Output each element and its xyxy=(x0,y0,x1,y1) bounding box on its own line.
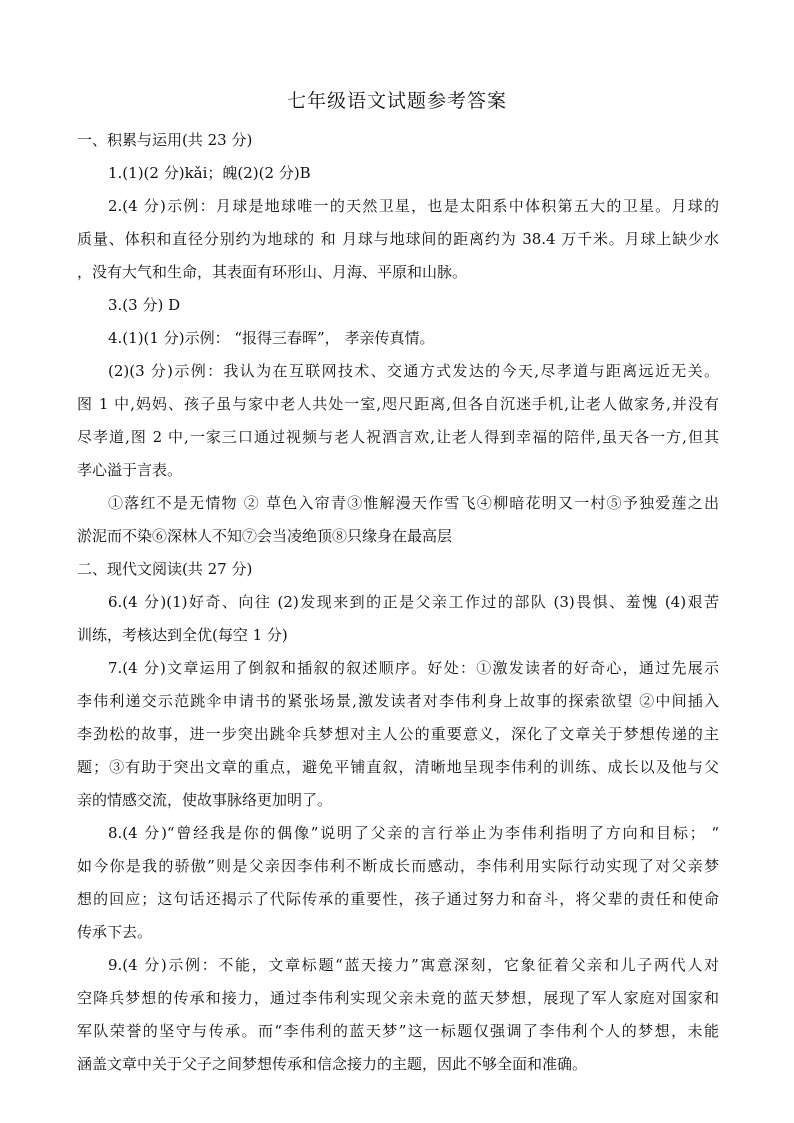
answer-line: 3.(3 分) D xyxy=(108,296,181,314)
answer-line: 图 1 中,妈妈、孩子虽与家中老人共处一室,咫尺距离,但各自沉迷手机,让老人做家务,并没有 xyxy=(77,395,719,413)
answer-content xyxy=(77,124,719,1081)
answer-line: 8.(4 分)“曾经我是你的偶像”说明了父亲的言行举止为李伟利指明了方向和目标； “ xyxy=(108,824,719,842)
answer-line: 传承下去。 xyxy=(77,923,153,941)
answer-line: 李劲松的故事，进一步突出跳伞兵梦想对主人公的重要意义，深化了文章关于梦想传递的主 xyxy=(77,725,719,743)
answer-line: 孝心溢于言表。 xyxy=(77,461,183,479)
section-heading-2: 二、现代文阅读(共 27 分) xyxy=(77,560,253,578)
answer-line: (2)(3 分)示例：我认为在互联网技术、交通方式发达的今天,尽孝道与距离远近无关。 xyxy=(108,362,719,380)
answer-line: 军队荣誉的坚守与传承。而“李伟利的蓝天梦”这一标题仅强调了李伟利个人的梦想，未能 xyxy=(77,1022,719,1040)
answer-line: 7.(4 分)文章运用了倒叙和插叙的叙述顺序。好处：①激发读者的好奇心，通过先展示 xyxy=(108,659,719,677)
answer-line: 李伟利递交示范跳伞申请书的紧张场景,激发读者对李伟利身上故事的探索欲望 ②中间插入 xyxy=(77,692,719,710)
answer-line: 6.(4 分)(1)好奇、向往 (2)发现来到的正是父亲工作过的部队 (3)畏惧、羞愧 (4)艰苦 xyxy=(108,593,719,611)
answer-line: 4.(1)(1 分)示例： “报得三春晖”， 孝亲传真情。 xyxy=(108,329,435,347)
answer-line: 1.(1)(2 分)kǎi；魄(2)(2 分)B xyxy=(108,164,311,182)
answer-line: 题；③有助于突出文章的重点，避免平铺直叙，清晰地呈现李伟利的训练、成长以及他与父 xyxy=(77,758,719,776)
page-title: 七年级语文试题参考答案 xyxy=(286,90,507,112)
answer-line: 2.(4 分)示例：月球是地球唯一的天然卫星，也是太阳系中体积第五大的卫星。月球的 xyxy=(108,197,719,215)
answer-line: 训练，考核达到全优(每空 1 分) xyxy=(77,626,288,644)
answer-line: 9.(4 分)示例：不能，文章标题“蓝天接力”寓意深刻，它象征着父亲和儿子两代人对 xyxy=(108,956,719,974)
answer-line: 想的回应；这句话还揭示了代际传承的重要性，孩子通过努力和奋斗，将父辈的责任和使命 xyxy=(77,890,719,908)
answer-line: 尽孝道,图 2 中,一家三口通过视频与老人祝酒言欢,让老人得到幸福的陪伴,虽天各一方,但其 xyxy=(77,428,719,446)
answer-line: ，没有大气和生命，其表面有环形山、月海、平原和山脉。 xyxy=(77,263,468,281)
answer-line: 涵盖文章中关于父子之间梦想传承和信念接力的主题，因此不够全面和准确。 xyxy=(77,1055,588,1073)
answer-line: 空降兵梦想的传承和接力，通过李伟利实现父亲未竟的蓝天梦想，展现了军人家庭对国家和 xyxy=(77,989,719,1007)
answer-line: 质量、体积和直径分别约为地球的 和 月球与地球间的距离约为 38.4 万千米。月球上缺少水 xyxy=(77,230,719,248)
answer-line: 淤泥而不染⑥深林人不知⑦会当凌绝顶⑧只缘身在最高层 xyxy=(77,527,453,545)
answer-line: 如今你是我的骄傲”则是父亲因李伟利不断成长而感动，李伟利用实际行动实现了对父亲梦 xyxy=(77,857,719,875)
answer-line: 亲的情感交流，使故事脉络更加明了。 xyxy=(77,791,333,809)
answer-line: ①落红不是无情物 ② 草色入帘青③惟解漫天作雪飞④柳暗花明又一村⑤予独爱莲之出 xyxy=(108,494,719,512)
section-heading-1: 一、积累与运用(共 23 分) xyxy=(77,131,253,149)
